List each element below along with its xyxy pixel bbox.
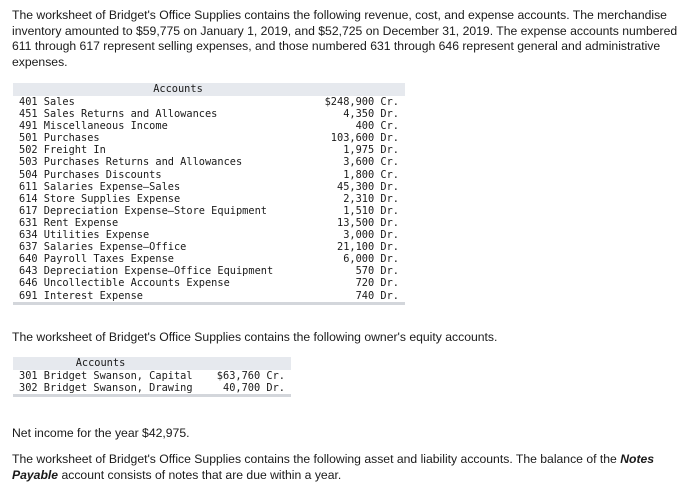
table-row xyxy=(13,156,405,168)
table-body xyxy=(13,96,405,302)
table-row xyxy=(13,169,405,181)
account-name: 634 Utilities Expense xyxy=(19,229,150,242)
account-balance: 40,700 Dr. xyxy=(223,382,285,395)
net-income-text: Net income for the year $42,975. xyxy=(12,426,190,440)
table-body xyxy=(13,370,291,394)
intro-paragraph: The worksheet of Bridget's Office Supplies contains the following revenue, cost, and expense accounts. The merchandise inventory amounted to $59,775 on January 1, 2019, and $52,725 on December 31, 2019. The expense accounts numbered 611 through 617 represent selling expenses, and those numbered 631 through 646 represent general and administrative expenses. xyxy=(12,8,678,69)
table-bottom-border xyxy=(13,394,291,397)
account-balance: 4,350 Dr. xyxy=(343,108,399,121)
account-balance: 1,975 Dr. xyxy=(343,144,399,157)
account-balance: 21,100 Dr. xyxy=(337,241,399,254)
account-name: 503 Purchases Returns and Allowances xyxy=(19,156,243,169)
notes-payable-emphasis: Notes Payable xyxy=(12,452,655,482)
account-name: 617 Depreciation Expense—Store Equipment xyxy=(19,204,267,217)
table-row xyxy=(13,205,405,217)
account-name: 611 Salaries Expense—Sales xyxy=(19,180,181,193)
account-balance: 3,600 Cr. xyxy=(343,156,399,169)
asset-liability-intro-paragraph xyxy=(12,452,696,483)
table-row xyxy=(13,217,405,229)
account-name: 504 Purchases Discounts xyxy=(19,168,162,181)
table-row xyxy=(13,229,405,241)
account-name: 491 Miscellaneous Income xyxy=(19,120,168,133)
table-row xyxy=(13,265,405,277)
account-balance: 570 Dr. xyxy=(355,265,399,278)
table-row xyxy=(13,193,405,205)
table-row xyxy=(13,181,405,193)
account-balance: $248,900 Cr. xyxy=(324,96,399,108)
account-name: 502 Freight In xyxy=(19,144,106,157)
table-header xyxy=(13,83,405,96)
equity-intro-paragraph: The worksheet of Bridget's Office Supplies contains the following owner's equity accounts. xyxy=(12,330,498,344)
account-balance: 13,500 Dr. xyxy=(337,216,399,229)
table-row xyxy=(13,382,291,394)
account-balance: 6,000 Dr. xyxy=(343,253,399,266)
table-row xyxy=(13,120,405,132)
table-row xyxy=(13,96,405,108)
account-balance: 103,600 Dr. xyxy=(330,132,399,145)
account-balance: 720 Dr. xyxy=(355,277,399,290)
account-balance: 1,510 Dr. xyxy=(343,204,399,217)
table-row xyxy=(13,277,405,289)
table-bottom-border xyxy=(13,302,405,305)
account-balance: 45,300 Dr. xyxy=(337,180,399,193)
liability-intro-text-end: account consists of notes that are due within a year. xyxy=(58,467,342,482)
account-name: 640 Payroll Taxes Expense xyxy=(19,253,174,266)
account-balance: 3,000 Dr. xyxy=(343,229,399,242)
table-header xyxy=(13,357,291,370)
account-balance: 740 Dr. xyxy=(355,289,399,302)
account-name: 301 Bridget Swanson, Capital xyxy=(19,370,193,382)
account-name: 631 Rent Expense xyxy=(19,216,119,229)
owners-equity-table xyxy=(13,357,291,397)
table-row xyxy=(13,370,291,382)
account-name: 691 Interest Expense xyxy=(19,289,143,302)
account-balance: $63,760 Cr. xyxy=(216,370,285,382)
account-balance: 2,310 Dr. xyxy=(343,192,399,205)
table-row xyxy=(13,253,405,265)
account-name: 401 Sales xyxy=(19,96,75,108)
account-name: 614 Store Supplies Expense xyxy=(19,192,181,205)
table-row xyxy=(13,241,405,253)
table-row xyxy=(13,108,405,120)
account-name: 646 Uncollectible Accounts Expense xyxy=(19,277,230,290)
account-name: 501 Purchases xyxy=(19,132,100,145)
table-header-label: Accounts xyxy=(153,83,203,95)
revenue-cost-expense-table xyxy=(13,83,405,305)
table-header-label: Accounts xyxy=(75,357,126,369)
account-name: 451 Sales Returns and Allowances xyxy=(19,108,218,121)
table-row xyxy=(13,290,405,302)
account-name: 302 Bridget Swanson, Drawing xyxy=(19,382,193,395)
account-balance: 1,800 Cr. xyxy=(343,168,399,181)
table-row xyxy=(13,132,405,144)
table-row xyxy=(13,144,405,156)
account-balance: 400 Cr. xyxy=(355,120,399,133)
account-name: 637 Salaries Expense—Office xyxy=(19,241,187,254)
account-name: 643 Depreciation Expense—Office Equipment xyxy=(19,265,274,278)
liability-intro-text: The worksheet of Bridget's Office Supplies contains the following asset and liability accounts. The balance of the xyxy=(12,452,621,466)
